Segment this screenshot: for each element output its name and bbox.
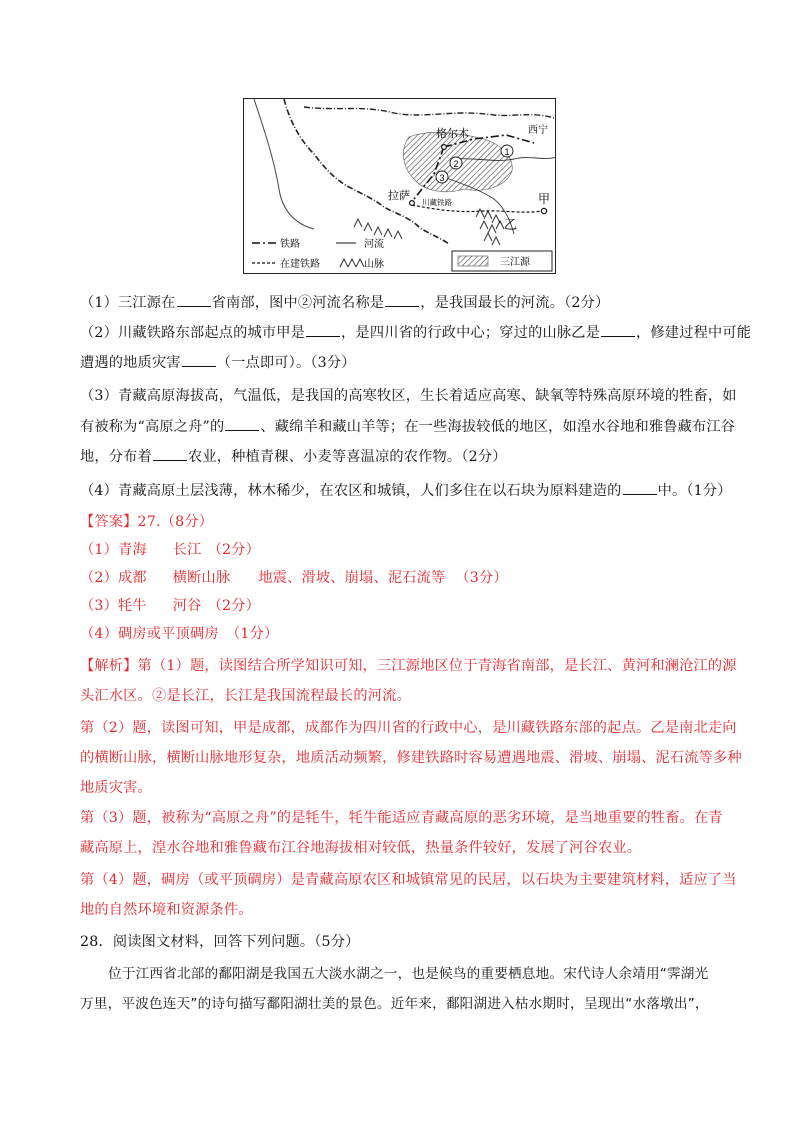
question-4 <box>80 480 740 501</box>
answer-header: 【答案】27.（8分） <box>80 514 214 530</box>
legend-mountain: 山脉 <box>364 259 384 270</box>
analysis-p2-line-1: 第（2）题，读图可知，甲是成都，成都作为四川省的行政中心，是川藏铁路东部的起点。乙是南北走向 <box>80 720 737 736</box>
analysis-p1-line-1: 【解析】第（1）题，读图结合所学知识可知，三江源地区位于青海省南部，是长江、黄河和澜沧江的源 <box>80 658 737 674</box>
jia-marker <box>541 208 546 213</box>
q4-blank-1[interactable] <box>623 480 657 495</box>
legend-sanjiangyuan: 三江源 <box>500 257 530 268</box>
q1-blank-2[interactable] <box>385 292 419 307</box>
golmud-marker <box>442 145 447 150</box>
question-28-passage-line-1: 位于江西省北部的鄱阳湖是我国五大淡水湖之一，也是候鸟的重要栖息地。宋代诗人余靖用“霁湖光 <box>108 966 709 982</box>
analysis-p3-line-1: 第（3）题，被称为“高原之舟”的是牦牛，牦牛能适应青藏高原的恶劣环境，是当地重要的牲畜。在青 <box>80 810 723 826</box>
q1-text-c: ，是我国最长的河流。（2分） <box>420 295 610 311</box>
q1-blank-1[interactable] <box>177 292 211 307</box>
legend-river: 河流 <box>364 239 384 250</box>
q2-text-e: （一点即可）。（3分） <box>216 355 356 371</box>
answer-2-c: 地震、滑坡、崩塌、泥石流等 <box>258 570 446 586</box>
question-1 <box>80 292 740 313</box>
analysis-p4-line-2: 地的自然环境和资源条件。 <box>80 902 253 918</box>
answer-4: （4）碉房或平顶碉房 （1分） <box>80 626 279 642</box>
map-drawing <box>244 99 556 274</box>
river-2-label: 2 <box>453 159 459 169</box>
question-28-header: 28．阅读图文材料，回答下列问题。（5分） <box>80 934 360 950</box>
answer-3-c: （2分） <box>207 598 260 614</box>
q2-text-b: ，是四川省的行政中心；穿过的山脉乙是 <box>341 325 601 341</box>
boundary-line-west <box>254 99 314 229</box>
q2-blank-3[interactable] <box>182 352 216 367</box>
q2-blank-1[interactable] <box>306 322 340 337</box>
railway-name-label: 川藏铁路 <box>422 198 452 207</box>
analysis-p3-line-2: 藏高原上，湟水谷地和雅鲁藏布江谷地海拔相对较低，热量条件较好，发展了河谷农业。 <box>80 840 642 856</box>
legend-railway: 铁路 <box>280 239 300 250</box>
answer-1-a: （1）青海 <box>80 542 147 558</box>
question-3-line-3 <box>80 446 740 467</box>
q3-text-b: 、藏绵羊和藏山羊等；在一些海拔较低的地区，如湟水谷地和雅鲁藏布江谷 <box>260 419 736 435</box>
analysis-p2-line-2: 的横断山脉，横断山脉地形复杂，地质活动频繁，修建铁路时容易遭遇地震、滑坡、崩塌、泥石流等多种 <box>80 750 742 766</box>
q3-blank-1[interactable] <box>225 416 259 431</box>
question-3-line-2 <box>80 416 740 437</box>
q2-blank-2[interactable] <box>601 322 635 337</box>
question-2-line-2 <box>80 352 740 373</box>
tibet-map-figure <box>243 98 556 274</box>
legend-planned-railway: 在建铁路 <box>280 259 320 270</box>
yi-label: 乙 <box>504 218 518 233</box>
q3-text-c: 地，分布着 <box>80 449 152 465</box>
answer-2-d: （3分） <box>455 570 508 586</box>
golmud-label: 格尔木 <box>436 127 469 140</box>
analysis-p1-line-2: 头汇水区。②是长江，长江是我国流程最长的河流。 <box>80 688 411 704</box>
river-1-label: 1 <box>504 147 510 157</box>
question-28-passage-line-2: 万里，平波色连天”的诗句描写鄱阳湖壮美的景色。近年来，鄱阳湖进入枯水期时，呈现出“水落墩出”， <box>80 996 709 1012</box>
q2-text-a: （2）川藏铁路东部起点的城市甲是 <box>80 325 306 341</box>
boundary-line-north <box>304 107 556 119</box>
question-3-line-1: （3）青藏高原海拔高，气温低，是我国的高寒牧区，生长着适应高寒、缺氧等特殊高原环境的牲畜，如 <box>80 388 737 404</box>
lhasa-marker <box>410 201 415 206</box>
q3-blank-2[interactable] <box>153 446 187 461</box>
top-right-label: 西宁 <box>528 125 548 136</box>
q1-text-a: （1）三江源在 <box>80 295 176 311</box>
lhasa-label: 拉萨 <box>388 189 410 202</box>
answer-3 <box>80 596 740 616</box>
answer-2-b: 横断山脉 <box>172 570 231 586</box>
q3-text-d: 农业，种植青稞、小麦等喜温凉的农作物。（2分） <box>187 449 507 465</box>
analysis-p2-line-3: 地质灾害。 <box>80 780 152 796</box>
answer-2-a: （2）成都 <box>80 570 147 586</box>
answer-2 <box>80 568 740 588</box>
answer-1-b: 长江 <box>172 542 202 558</box>
q4-text-b: 中。（1分） <box>657 483 732 499</box>
question-2-line-1 <box>80 322 752 343</box>
q2-text-c: ，修建过程中可能 <box>636 325 752 341</box>
answer-1 <box>80 540 740 560</box>
analysis-p4-line-1: 第（4）题，碉房（或平顶碉房）是青藏高原农区和城镇常见的民居，以石块为主要建筑材料，适应了当 <box>80 872 737 888</box>
map-legend <box>252 237 552 271</box>
q3-text-a: 有被称为“高原之舟”的 <box>80 419 225 435</box>
answer-3-b: 河谷 <box>172 598 202 614</box>
jia-label: 甲 <box>538 192 551 206</box>
river-3-label: 3 <box>439 173 445 183</box>
answer-1-c: （2分） <box>207 542 260 558</box>
q4-text-a: （4）青藏高原土层浅薄，林木稀少，在农区和城镇，人们多住在以石块为原料建造的 <box>80 483 622 499</box>
answer-3-a: （3）牦牛 <box>80 598 147 614</box>
q1-text-b: 省南部，图中②河流名称是 <box>211 295 385 311</box>
q2-text-d: 遭遇的地质灾害 <box>80 355 181 371</box>
